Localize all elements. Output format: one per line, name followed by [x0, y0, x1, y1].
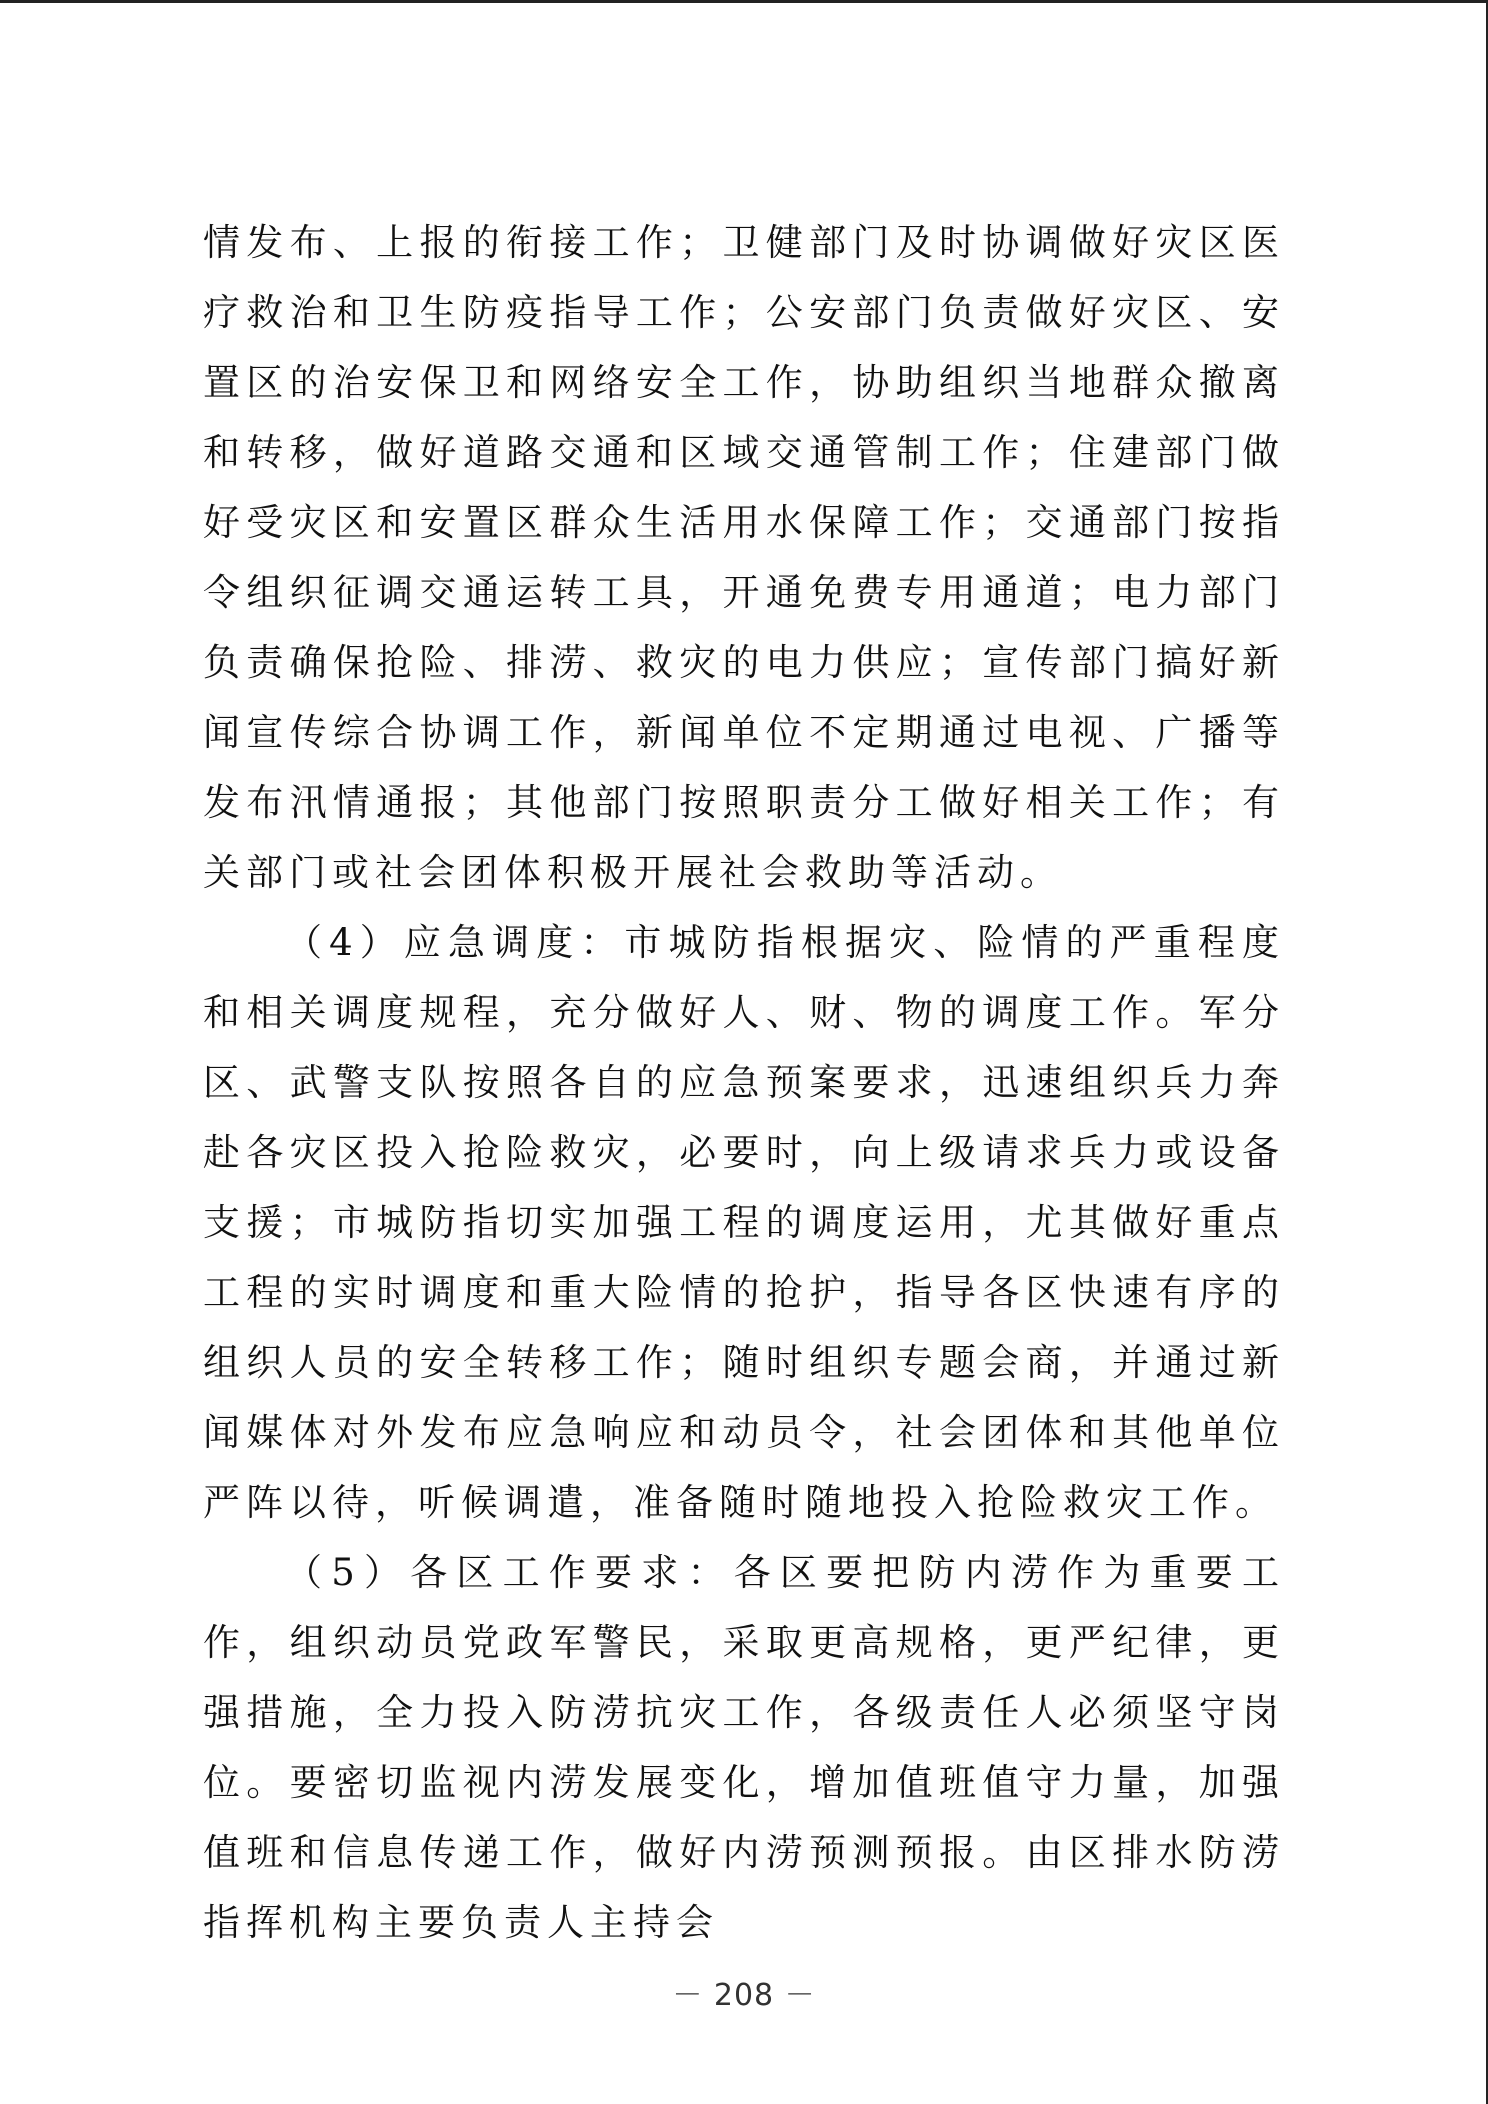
paragraph-continuation: 情发布、上报的衔接工作；卫健部门及时协调做好灾区医疗救治和卫生防疫指导工作；公安部门负责做好灾区、安置区的治安保卫和网络安全工作，协助组织当地群众撤离和转移，做好道路交通和区域交通管制工作；住建部门做好受灾区和安置区群众生活用水保障工作；交通部门按指令组织征调交通运转工具，开通免费专用通道；电力部门负责确保抢险、排涝、救灾的电力供应；宣传部门搞好新闻宣传综合协调工作，新闻单位不定期通过电视、广播等发布汛情通报；其他部门按照职责分工做好相关工作；有关部门或社会团体积极开展社会救助等活动。: [203, 221, 1285, 894]
page-top-border: [0, 0, 1488, 3]
page-number: － 208 －: [672, 1978, 816, 2013]
document-body: [203, 208, 1285, 1958]
paragraph-item-5: （5）各区工作要求：各区要把防内涝作为重要工作，组织动员党政军警民，采取更高规格，更严纪律，更强措施，全力投入防涝抗灾工作，各级责任人必须坚守岗位。要密切监视内涝发展变化，增加值班值守力量，加强值班和信息传递工作，做好内涝预测预报。由区排水防涝指挥机构主要负责人主持会: [203, 1551, 1285, 1944]
paragraph-item-4: （4）应急调度：市城防指根据灾、险情的严重程度和相关调度规程，充分做好人、财、物的调度工作。军分区、武警支队按照各自的应急预案要求，迅速组织兵力奔赴各灾区投入抢险救灾，必要时，向上级请求兵力或设备支援；市城防指切实加强工程的调度运用，尤其做好重点工程的实时调度和重大险情的抢护，指导各区快速有序的组织人员的安全转移工作；随时组织专题会商，并通过新闻媒体对外发布应急响应和动员令，社会团体和其他单位严阵以待，听候调遣，准备随时随地投入抢险救灾工作。: [203, 921, 1285, 1524]
